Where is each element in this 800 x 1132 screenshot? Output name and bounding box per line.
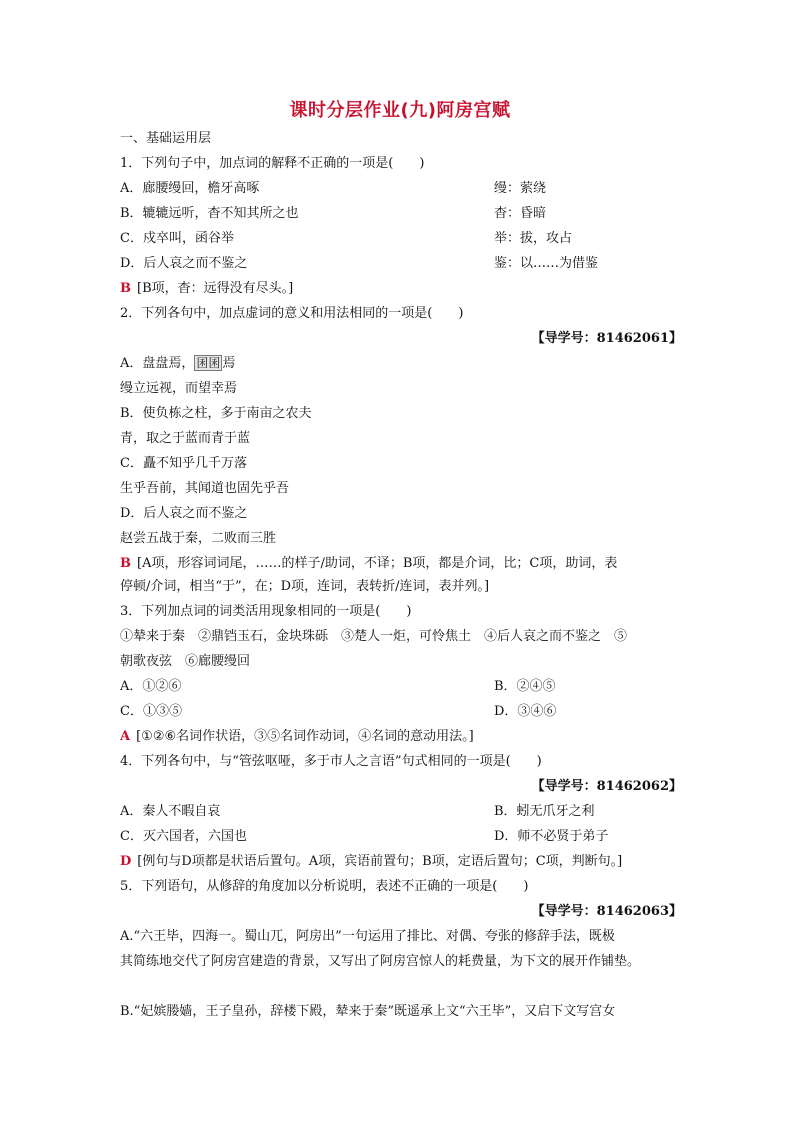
q3-items-line2: 朝歌夜弦 ⑥廊腰缦回: [120, 654, 251, 669]
q1-option-a: [120, 180, 682, 198]
q5-option-a-line1: A.“六王毕，四海一。蜀山兀，阿房出”一句运用了排比、对偶、夸张的修辞手法，既极: [120, 929, 615, 944]
q4-options-row1: [120, 803, 682, 821]
q4-answer-explanation: [例句与D项都是状语后置句。A项，宾语前置句；B项，定语后置句；C项，判断句。]: [137, 854, 623, 869]
q3-options-row1: [120, 678, 682, 696]
q2-option-d-line1: D．后人哀之而不鉴之: [120, 506, 248, 521]
section-heading: 一、基础运用层: [120, 131, 212, 146]
q2-option-a-prefix: A．盘盘焉，: [120, 356, 195, 371]
q3-option-a: A．①②⑥: [120, 679, 182, 694]
q2-guide-number: 【导学号：81462061】: [531, 331, 682, 346]
q1-option-b: [120, 205, 682, 223]
q1-stem: 1．下列句子中，加点词的解释不正确的一项是( ): [120, 156, 425, 171]
q2-answer-letter: B: [120, 556, 131, 571]
q1-option-d-text: D．后人哀之而不鉴之: [120, 256, 248, 271]
q2-option-d-line2: 赵尝五战于秦，二败而三胜: [120, 531, 277, 546]
q3-option-c: C．①③⑤: [120, 704, 182, 719]
q1-option-d-gloss: 鉴：以……为借鉴: [494, 256, 599, 271]
q4-option-b: B．蚓无爪牙之利: [494, 804, 595, 819]
q2-answer-line1: [120, 555, 682, 573]
q4-answer-letter: D: [120, 854, 132, 869]
q5-option-a-line2: 其简练地交代了阿房宫建造的背景，又写出了阿房宫惊人的耗费量，为下文的展开作铺垫。: [120, 954, 641, 969]
q3-options-row2: [120, 703, 682, 721]
q5-stem: 5．下列语句，从修辞的角度加以分析说明，表述不正确的一项是( ): [120, 879, 529, 894]
q1-option-d: [120, 255, 682, 273]
q2-option-c-line1: C．矗不知乎几千万落: [120, 456, 247, 471]
q5-guide-number: 【导学号：81462063】: [531, 904, 682, 919]
q2-highlighted-word: 囷囷: [196, 356, 221, 370]
page-title: 课时分层作业(九)阿房宫赋: [289, 100, 511, 121]
q1-option-c-text: C．戍卒叫，函谷举: [120, 231, 234, 246]
q1-option-c-gloss: 举：拔，攻占: [494, 231, 573, 246]
q2-option-a-suffix: 焉: [222, 356, 236, 371]
q3-option-b: B．②④⑤: [494, 679, 556, 694]
q5-option-b-line1: B.“妃嫔媵嫱，王子皇孙，辞楼下殿，辇来于秦”既遥承上文“六王毕”，又启下文写宫女: [120, 1004, 616, 1019]
q1-option-a-text: A．廊腰缦回，檐牙高啄: [120, 181, 260, 196]
q2-option-a-line1: [120, 355, 682, 373]
q3-stem: 3．下列加点词的词类活用现象相同的一项是( ): [120, 604, 412, 619]
q1-option-b-text: B．辘辘远听，杳不知其所之也: [120, 206, 299, 221]
q1-option-a-gloss: 缦：萦绕: [494, 181, 547, 196]
q1-answer-letter: B: [120, 281, 131, 296]
q4-answer: [120, 853, 682, 871]
q4-options-row2: [120, 828, 682, 846]
q2-stem: 2．下列各句中，加点虚词的意义和用法相同的一项是( ): [120, 306, 464, 321]
q1-option-c: [120, 230, 682, 248]
q2-answer-line2: 停顿/介词，相当“于”，在；D项，连词，表转折/连词，表并列。]: [120, 579, 490, 594]
q3-answer: [120, 728, 682, 746]
q4-option-a: A．秦人不暇自哀: [120, 804, 221, 819]
q3-items-line1: ①辇来于秦 ②鼎铛玉石，金块珠砾 ③楚人一炬，可怜焦土 ④后人哀之而不鉴之 ⑤: [120, 629, 628, 644]
q1-answer: [120, 280, 682, 298]
q1-answer-explanation: [B项，杳：远得没有尽头。]: [137, 281, 294, 296]
q4-option-d: D．师不必贤于弟子: [494, 829, 609, 844]
q1-option-b-gloss: 杳：昏暗: [494, 206, 547, 221]
q4-stem: 4．下列各句中，与“管弦呕哑，多于市人之言语”句式相同的一项是( ): [120, 754, 542, 769]
q2-answer-explanation: [A项，形容词词尾，……的样子/助词，不译；B项，都是介词，比；C项，助词，表: [137, 556, 618, 571]
q3-answer-letter: A: [120, 729, 131, 744]
q2-option-b-line1: B．使负栋之柱，多于南亩之农夫: [120, 406, 312, 421]
q4-option-c: C．灭六国者，六国也: [120, 829, 247, 844]
q3-option-d: D．③④⑥: [494, 704, 557, 719]
q2-option-a-line2: 缦立远视，而望幸焉: [120, 381, 238, 396]
q2-option-b-line2: 青，取之于蓝而青于蓝: [120, 431, 251, 446]
q4-guide-number: 【导学号：81462062】: [531, 779, 682, 794]
q3-answer-explanation: [①②⑥名词作状语，③⑤名词作动词，④名词的意动用法。]: [136, 729, 474, 744]
q2-option-c-line2: 生乎吾前，其闻道也固先乎吾: [120, 481, 290, 496]
